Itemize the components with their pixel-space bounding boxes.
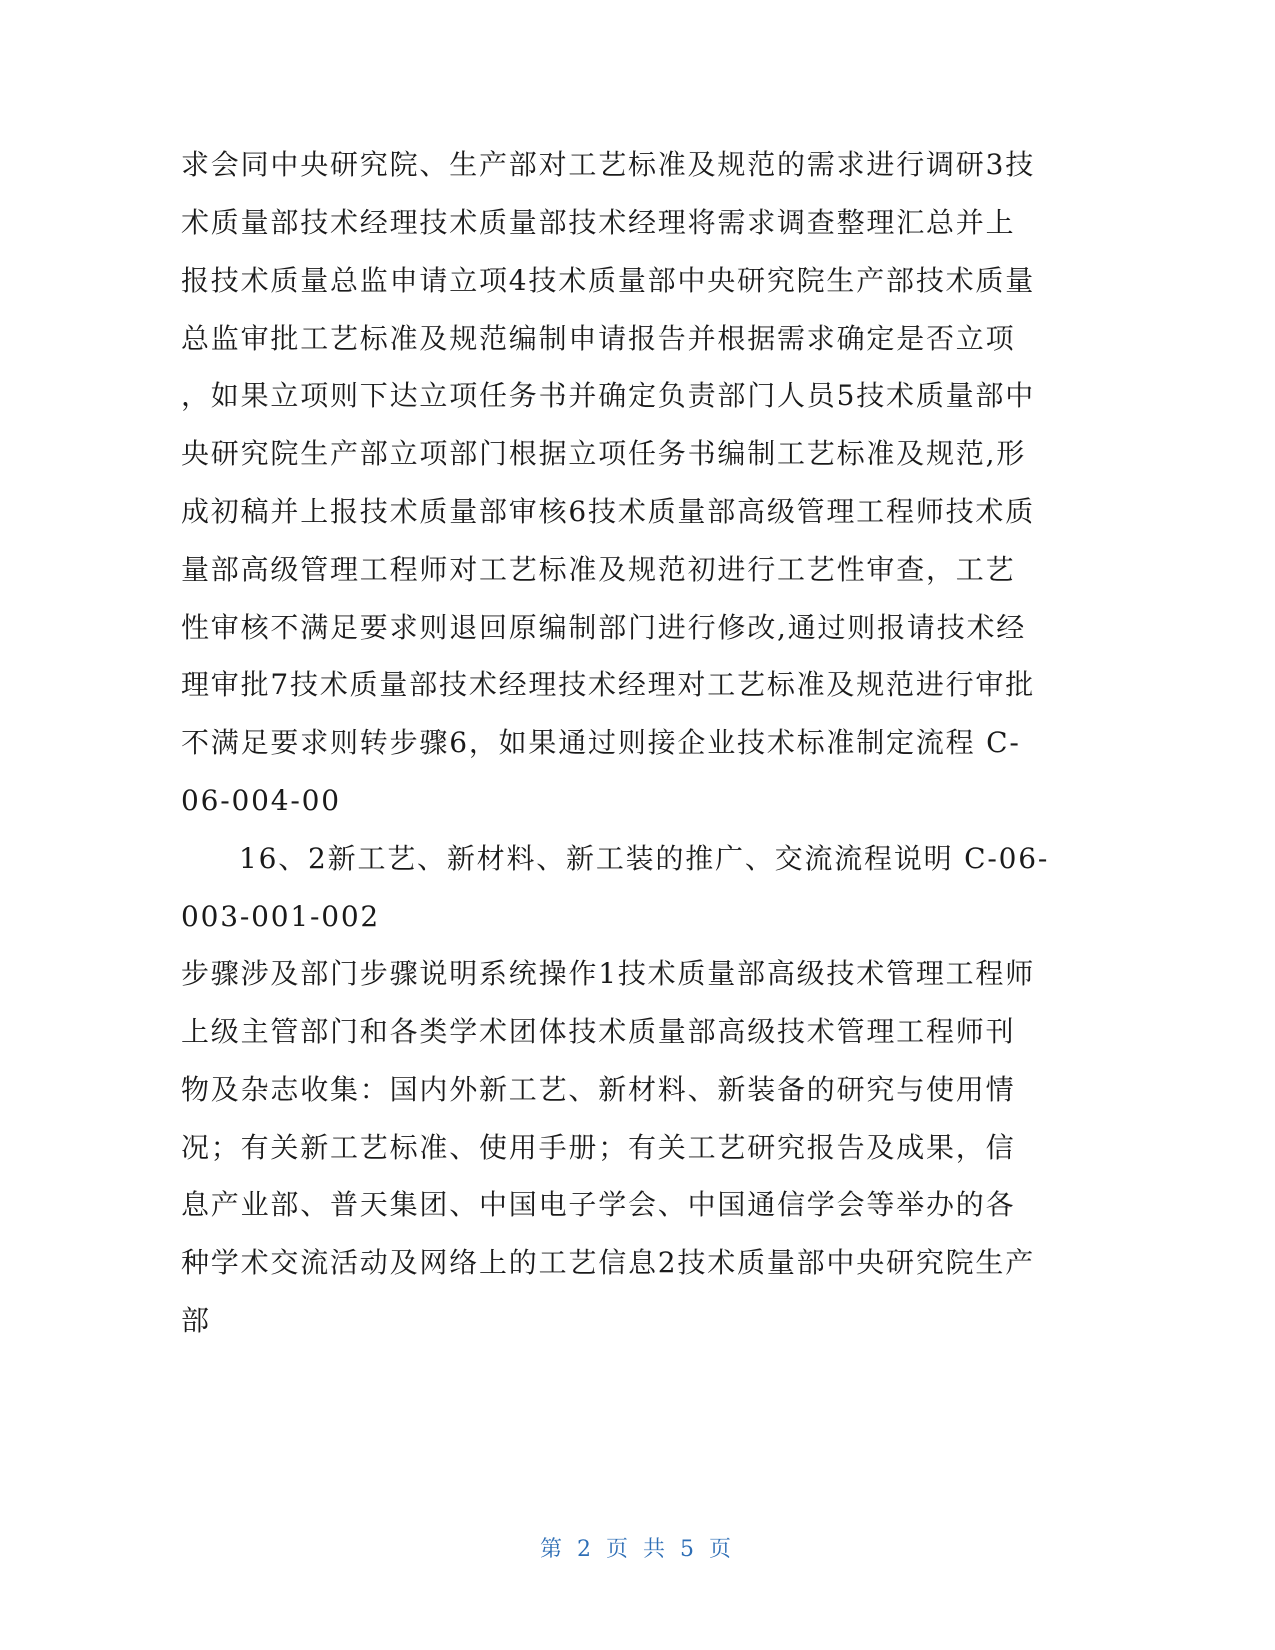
body-line: 理审批7技术质量部技术经理技术经理对工艺标准及规范进行审批	[181, 668, 1036, 701]
body-line: 央研究院生产部立项部门根据立项任务书编制工艺标准及规范,形	[181, 437, 1027, 470]
body-line: 06-004-00	[181, 784, 341, 817]
body-line: 上级主管部门和各类学术团体技术质量部高级技术管理工程师刊	[181, 1015, 1016, 1048]
body-line: 部	[181, 1304, 211, 1337]
section-heading-continued: 003-001-002	[181, 900, 381, 933]
body-line: 总监审批工艺标准及规范编制申请报告并根据需求确定是否立项	[181, 322, 1016, 355]
body-line: 求会同中央研究院、生产部对工艺标准及规范的需求进行调研3技	[181, 148, 1036, 181]
body-line: 息产业部、普天集团、中国电子学会、中国通信学会等举办的各	[181, 1188, 1016, 1221]
body-line: 术质量部技术经理技术质量部技术经理将需求调查整理汇总并上	[181, 206, 1016, 239]
body-line: ，如果立项则下达立项任务书并确定负责部门人员5技术质量部中	[181, 379, 1036, 412]
page-number-footer: 第 2 页 共 5 页	[540, 1537, 735, 1562]
body-line: 步骤涉及部门步骤说明系统操作1技术质量部高级技术管理工程师	[181, 957, 1036, 990]
body-line: 种学术交流活动及网络上的工艺信息2技术质量部中央研究院生产	[181, 1246, 1036, 1279]
section-heading: 16、2新工艺、新材料、新工装的推广、交流流程说明 C-06-	[239, 842, 1050, 875]
body-line: 量部高级管理工程师对工艺标准及规范初进行工艺性审查，工艺	[181, 553, 1016, 586]
body-line: 物及杂志收集：国内外新工艺、新材料、新装备的研究与使用情	[181, 1073, 1016, 1106]
body-line: 况；有关新工艺标准、使用手册；有关工艺研究报告及成果，信	[181, 1131, 1016, 1164]
body-line: 报技术质量总监申请立项4技术质量部中央研究院生产部技术质量	[181, 264, 1036, 297]
body-line: 性审核不满足要求则退回原编制部门进行修改,通过则报请技术经	[181, 611, 1027, 644]
body-line: 成初稿并上报技术质量部审核6技术质量部高级管理工程师技术质	[181, 495, 1036, 528]
body-line: 不满足要求则转步骤6，如果通过则接企业技术标准制定流程 C-	[181, 726, 1021, 759]
